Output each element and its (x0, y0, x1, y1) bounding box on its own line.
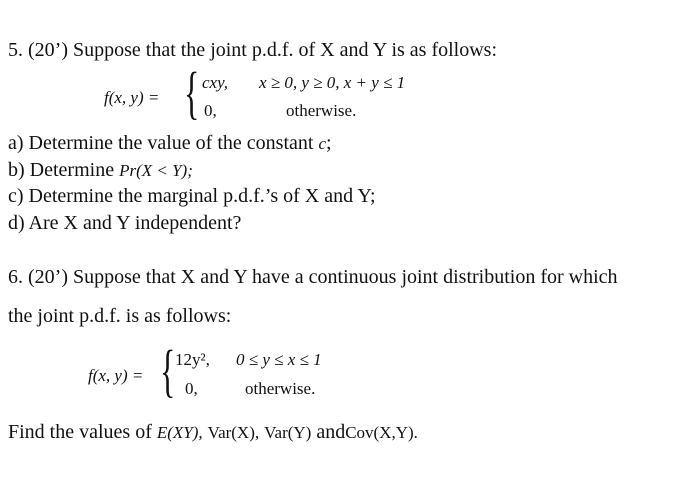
expectation-xy: E(XY), (156, 423, 203, 442)
find-text: Find the values of (8, 421, 152, 443)
problem6-brace: { (160, 338, 176, 403)
and-text: and (316, 421, 346, 443)
part-b-expression: Pr(X < Y); (119, 161, 193, 180)
problem5-part-b (8, 158, 193, 183)
problem6-line1: 6. (20’) Suppose that X and Y have a continuous joint distribution for which (8, 266, 618, 288)
problem5-case2-condition: otherwise. (286, 101, 357, 120)
problem5-heading: 5. (20’) Suppose that the joint p.d.f. of X and Y is as follows: (8, 39, 498, 61)
variance-x: Var(X), (207, 423, 260, 442)
problem5-part-a (8, 131, 332, 156)
variance-y: Var(Y) (264, 423, 312, 442)
problem6-line2: the joint p.d.f. is as follows: (8, 305, 232, 327)
problem6-function-label: f(x, y) = (88, 366, 144, 385)
problem5-function-label: f(x, y) = (104, 88, 160, 107)
problem5-part-c: c) Determine the marginal p.d.f.’s of X and Y; (8, 185, 376, 207)
covariance-xy: Cov(X,Y). (345, 423, 418, 442)
part-a-end: ; (325, 132, 332, 154)
problem6-case1-expression: 12y², (175, 350, 210, 369)
problem6-find-line (8, 420, 418, 445)
problem5-case2-expression: 0, (204, 101, 217, 120)
problem5-case1-condition: x ≥ 0, y ≥ 0, x + y ≤ 1 (259, 73, 406, 92)
part-a-text: a) Determine the value of the constant (8, 132, 314, 154)
part-a-variable: c (318, 134, 326, 153)
problem5-brace: { (184, 60, 200, 125)
problem6-case2-condition: otherwise. (245, 379, 316, 398)
problem5-part-d: d) Are X and Y independent? (8, 212, 242, 234)
problem5-case1-expression: cxy, (202, 73, 228, 92)
problem6-case1-condition: 0 ≤ y ≤ x ≤ 1 (236, 350, 322, 369)
part-b-text: b) Determine (8, 159, 115, 181)
problem6-case2-expression: 0, (185, 379, 198, 398)
